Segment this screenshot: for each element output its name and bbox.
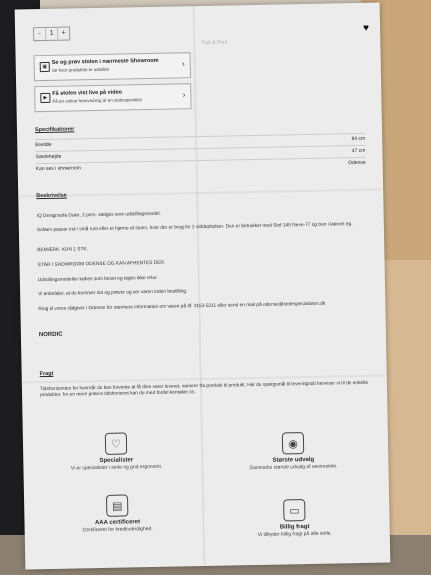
feature-subtitle: Vi er specialister i stole og god ergonomi. [70,463,163,472]
description-paragraph: Udstillingsmodeller købes som beset og tages ikke retur. [37,275,158,284]
minus-icon: - [34,28,46,40]
feature-title: AAA certificeret [94,519,141,527]
chair-icon: ▣ [40,62,50,72]
hearts-icon: ♡ [105,432,127,454]
feature-title: Største udvalg [272,456,315,464]
showroom-card-subtitle: Se hvor produktet er udstillet [51,66,110,73]
heart-icon: ♥ [362,22,370,34]
description-paragraph: IQ Designsofa Duke, 2 pers. sælges som udstillingsmodel. [36,211,161,220]
feature-subtitle: Certificeret for kreditværdighed. [82,526,153,534]
description-paragraph: Ring til vores rådgiver i Odense for nærmere information om varen på tlf. 3153 5211 eller send en mail på odense@stolespecialisten.dk [38,301,326,313]
video-card-subtitle: Få en online fremvisning af en stolespecialist [52,97,143,104]
spec-key: Kan ses i showroom [35,165,81,173]
feature-title: Specialister [99,457,134,465]
chevron-right-icon: › [182,90,186,100]
feature-subtitle: Vi tilbyder billig fragt på alle stole. [257,530,332,538]
feature-title: Billig fragt [279,523,310,531]
specs-title: Specifikationer [34,126,75,134]
quantity-value: 1 [46,28,58,40]
feature-subtitle: Danmarks største udvalg af seniorstole. [249,463,338,472]
description-paragraph: Sofaen passer ind i små rum eller et hjørne af stuen, hvor der er brug for 2 siddepladser. Den er betrukket med Stof 145 Neve-77 og ben i lakeret eg. [36,222,353,234]
location-pin-icon: ◉ [282,432,304,454]
feature-selection [218,431,369,472]
quantity-stepper [33,26,70,41]
shipping-title: Fragt [39,370,54,378]
feature-specialists [41,431,192,472]
showroom-card-title: Se og prøv stolen i nærmeste Showroom [51,57,159,66]
spec-key: Sædehøjde [35,153,62,161]
feature-shipping [219,498,370,539]
description-paragraph: STÅR I SHOWROOM ODENSE OG KAN AFHENTES DER. [37,260,166,269]
fold-line [18,189,383,198]
printed-page [15,3,391,570]
description-paragraph: BEMÆRK: KUN 1 STK. [37,247,88,254]
brand-logo: NORDIC [38,331,63,339]
showroom-card [34,52,191,81]
spec-value: Odense [348,159,366,167]
video-card-title: Få stolen vist live på video [52,89,123,97]
video-card [34,83,191,112]
feature-certificate [42,493,193,534]
description-title: Beskrivelse [36,192,67,200]
spec-value: 84 cm [351,135,366,143]
truck-icon: ▭ [283,499,305,521]
print-watermark: Tryk & Print [201,39,228,46]
spec-key: Bredde [35,141,52,149]
certificate-icon: ▤ [106,494,128,516]
plus-icon: + [61,29,66,37]
spec-value: 47 cm [351,147,366,155]
chevron-right-icon: › [181,59,185,69]
description-paragraph: Vi anbefaler, at du kommer ind og prøver og ser varen inden bestilling. [38,289,188,298]
video-icon: ▶ [40,93,50,103]
shipping-text: Tidshorisonten for hvornår du kan forvente at få dine varer leveret, varierer fra produkt til produkt. Har du spørgsmål til leveringstid henviser vi til de enkelte produkter, for en mere præcis tidshorisont kan du med fordel kontakte os. [39,380,369,399]
fold-line [193,6,206,566]
